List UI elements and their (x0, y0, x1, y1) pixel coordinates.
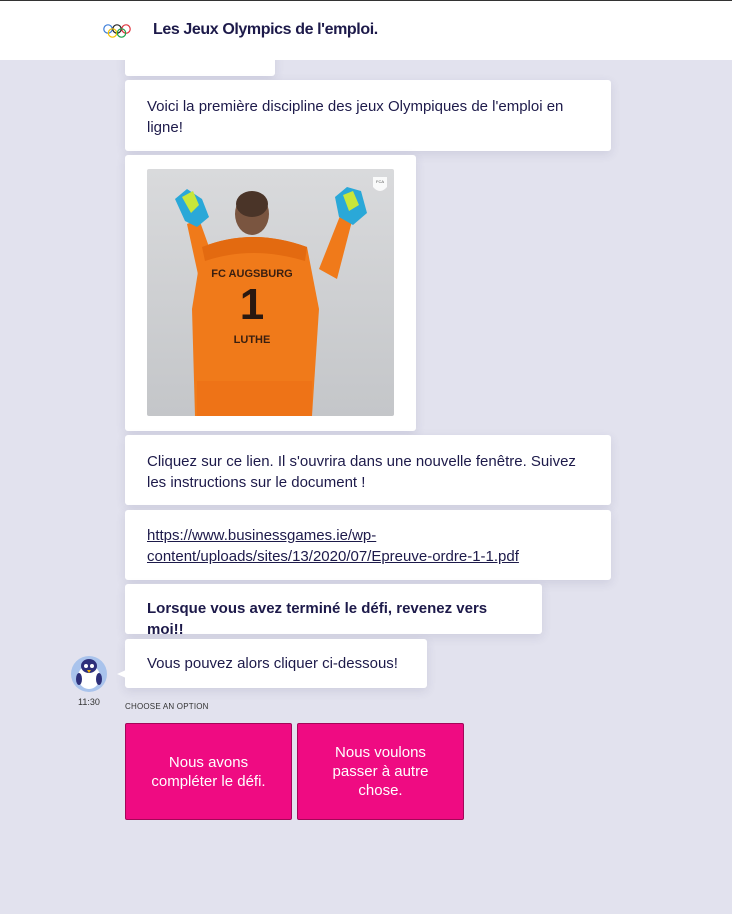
club-badge-text: FCA (376, 179, 384, 184)
message-timestamp: 11:30 (78, 697, 100, 707)
shirt-number-text: 1 (239, 280, 265, 329)
option-button-completed[interactable]: Nous avons compléter le défi. (125, 723, 292, 820)
message-bubble-click (125, 639, 427, 688)
message-bubble-instructions (125, 435, 611, 505)
shirt-name-text: LUTHE (233, 334, 271, 346)
message-text: Cliquez sur ce lien. Il s'ouvrira dans une nouvelle fenêtre. Suivez les instructions sur le document ! (147, 453, 576, 491)
message-text: Voici la première discipline des jeux Olympiques de l'emploi en ligne! (147, 98, 564, 136)
message-bubble-image (125, 155, 416, 431)
message-bubble-return (125, 584, 542, 638)
olympic-rings-icon (102, 23, 132, 39)
option-button-skip[interactable]: Nous voulons passer à autre chose. (297, 723, 464, 820)
shirt-club-text: FC AUGSBURG (211, 268, 293, 280)
bubble-tail (117, 670, 126, 678)
pdf-link[interactable]: https://www.businessgames.ie/wp-content/uploads/sites/13/2020/07/Epreuve-ordre-1-1.pdf (147, 527, 519, 565)
page-title: Les Jeux Olympics de l'emploi. (153, 21, 378, 38)
bot-avatar-icon (70, 655, 108, 693)
choose-option-label: CHOOSE AN OPTION (125, 702, 209, 711)
goalkeeper-photo[interactable] (147, 169, 394, 416)
message-bubble-link (125, 510, 611, 580)
message-text: Lorsque vous avez terminé le défi, revenez vers moi!! (147, 600, 488, 638)
message-text: Vous pouvez alors cliquer ci-dessous! (147, 655, 398, 672)
message-bubble-intro (125, 80, 611, 151)
header (0, 0, 732, 60)
